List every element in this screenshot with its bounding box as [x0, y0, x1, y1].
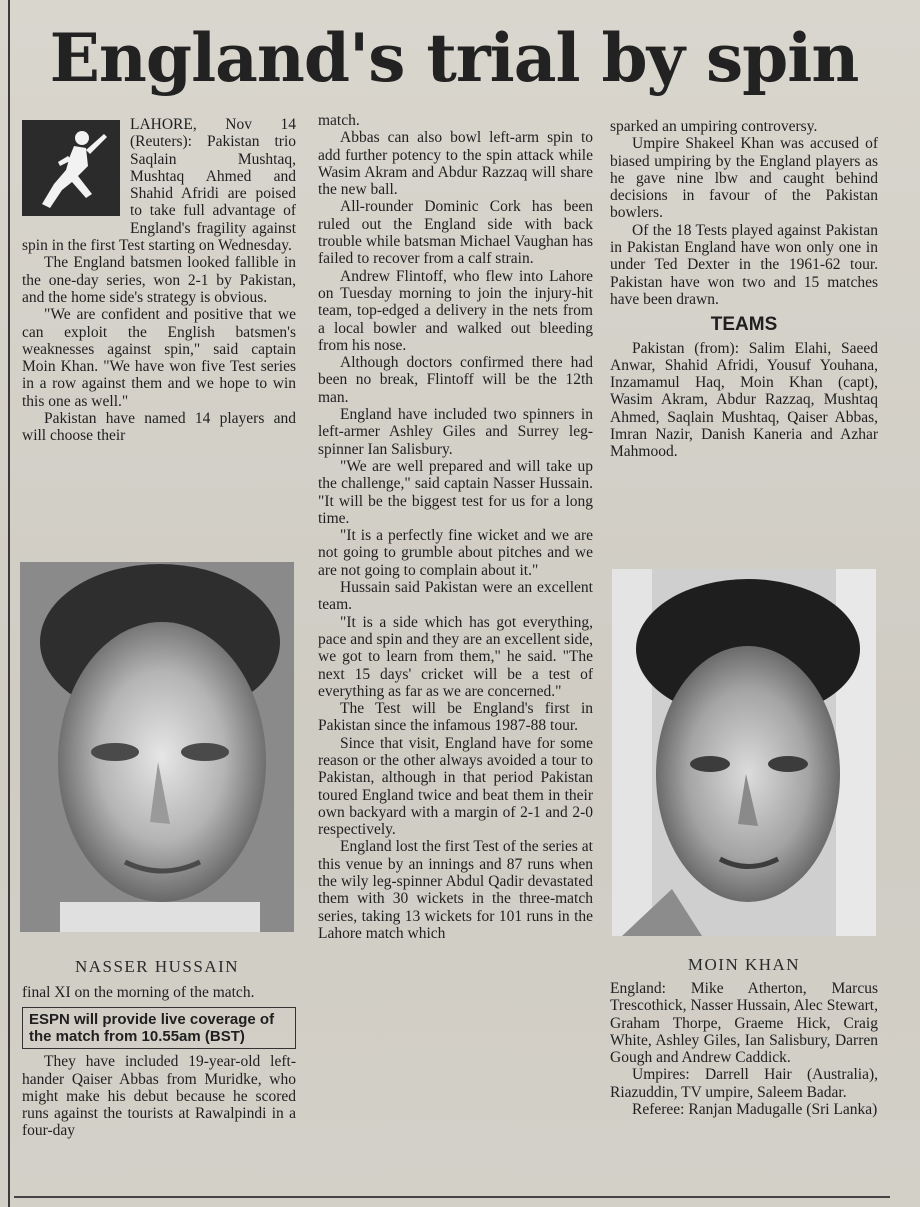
paragraph: "It is a side which has got everything, pace and spin and they are an excellent side, we got to learn from them," he said. "The next 15 days' cricket will be a test of everything as far as we are concerned." — [318, 613, 593, 700]
paragraph: They have included 19-year-old left-hander Qaiser Abbas from Muridke, who might make his debut because he scored runs against the tourists at Rawalpindi in a four-day — [22, 1053, 296, 1140]
pakistan-squad: Pakistan (from): Salim Elahi, Saeed Anwar, Shahid Afridi, Yousuf Youhana, Inzamamul Haq, Moin Khan (capt), Wasim Akram, Abdur Razzaq, Mushtaq Ahmed, Saqlain Mushtaq, Qaiser Abbas, Imran Nazir, Danish Kaneria and Azhar Mahmood. — [610, 339, 878, 461]
paragraph: "It is a perfectly fine wicket and we are not going to grumble about pitches and we are not going to complain about it." — [318, 527, 593, 579]
column-rule — [8, 0, 10, 1207]
paragraph: Pakistan trio Saqlain Mushtaq, Mushtaq Ahmed and Shahid Afridi are poised to take full advantage of England's fragility against spin in the first Test starting on Wednesday. — [22, 133, 296, 255]
right-column-top — [610, 118, 878, 563]
paragraph: Andrew Flintoff, who flew into Lahore on Tuesday morning to join the injury-hit team, top-edged a delivery in the nets from a local bowler and walked out bleeding from his nose. — [318, 267, 593, 354]
left-column-bottom — [22, 984, 296, 1189]
dateline: LAHORE, Nov 14 (Reuters): — [130, 116, 296, 151]
paragraph: England lost the first Test of the series at this venue by an innings and 87 runs when the wily leg-spinner Abdul Qadir devastated them with 30 wickets in the three-match series, taking 13 wickets for 101 runs in the Lahore match which — [318, 838, 593, 942]
moin-khan-photo — [612, 569, 876, 936]
left-column-top — [22, 116, 296, 548]
paragraph: Since that visit, England have for some reason or the other always avoided a tour to Pakistan, although in that period Pakistan toured England twice and beat them in their own backyard with a margin of 2-1 and 2-0 respectively. — [318, 734, 593, 839]
paragraph: "We are confident and positive that we can exploit the English batsmen's weaknesses against spin," said captain Moin Khan. "We have won five Test series in a row against them and we hope to win this one as well." — [22, 306, 296, 410]
right-column-bottom — [610, 980, 878, 1192]
espn-coverage-box: ESPN will provide live coverage of the match from 10.55am (BST) — [22, 1007, 296, 1049]
paragraph: match. — [318, 112, 360, 129]
paragraph: Abbas can also bowl left-arm spin to add further potency to the spin attack while Wasim Akram and Abdur Razzaq will share the new ball. — [318, 129, 593, 199]
middle-column — [318, 112, 593, 1192]
paragraph: England have included two spinners in left-armer Ashley Giles and Surrey leg-spinner Ian Salisbury. — [318, 406, 593, 458]
paragraph: final XI on the morning of the match. — [22, 984, 255, 1001]
paragraph: sparked an umpiring controversy. — [610, 118, 818, 135]
paragraph: Pakistan have named 14 players and will choose their — [22, 410, 296, 445]
paragraph: Umpire Shakeel Khan was accused of biased umpiring by the England players as he gave nine lbw and caught behind decisions in favour of the Pakistan bowlers. — [610, 135, 878, 222]
paragraph: Of the 18 Tests played against Pakistan in Pakistan England have won only one in under Ted Dexter in the 1961-62 tour. Pakistan have won two and 15 matches have been drawn. — [610, 221, 878, 308]
paragraph: The England batsmen looked fallible in the one-day series, won 2-1 by Pakistan, and the home side's strategy is obvious. — [22, 254, 296, 306]
photo-caption: MOIN KHAN — [687, 955, 801, 974]
paragraph: The Test will be England's first in Pakistan since the infamous 1987-88 tour. — [318, 700, 593, 735]
paragraph: Although doctors confirmed there had been no break, Flintoff will be the 12th man. — [318, 354, 593, 406]
paragraph: "We are well prepared and will take up the challenge," said captain Nasser Hussain. "It will be the biggest test for us for a long time. — [318, 457, 593, 527]
england-squad: England: Mike Atherton, Marcus Trescothick, Nasser Hussain, Alec Stewart, Graham Thorpe, Graeme Hick, Craig White, Ashley Giles, Ian Salisbury, Darren Gough and Andrew Caddick. — [610, 980, 878, 1067]
bottom-rule — [14, 1196, 890, 1198]
cricket-batsman-icon — [22, 120, 120, 216]
paragraph: All-rounder Dominic Cork has been ruled out the England side with back trouble while batsman Michael Vaughan has failed to recover from a calf strain. — [318, 198, 593, 268]
referee: Referee: Ranjan Madugalle (Sri Lanka) — [632, 1101, 878, 1119]
photo-caption: NASSER HUSSAIN — [74, 957, 240, 976]
headline: England's trial by spin — [49, 19, 859, 97]
nasser-hussain-photo — [20, 562, 294, 932]
paragraph: Hussain said Pakistan were an excellent team. — [318, 579, 593, 614]
teams-heading: TEAMS — [710, 314, 778, 336]
umpires: Umpires: Darrell Hair (Australia), Riazuddin, TV umpire, Saleem Badar. — [610, 1066, 878, 1101]
